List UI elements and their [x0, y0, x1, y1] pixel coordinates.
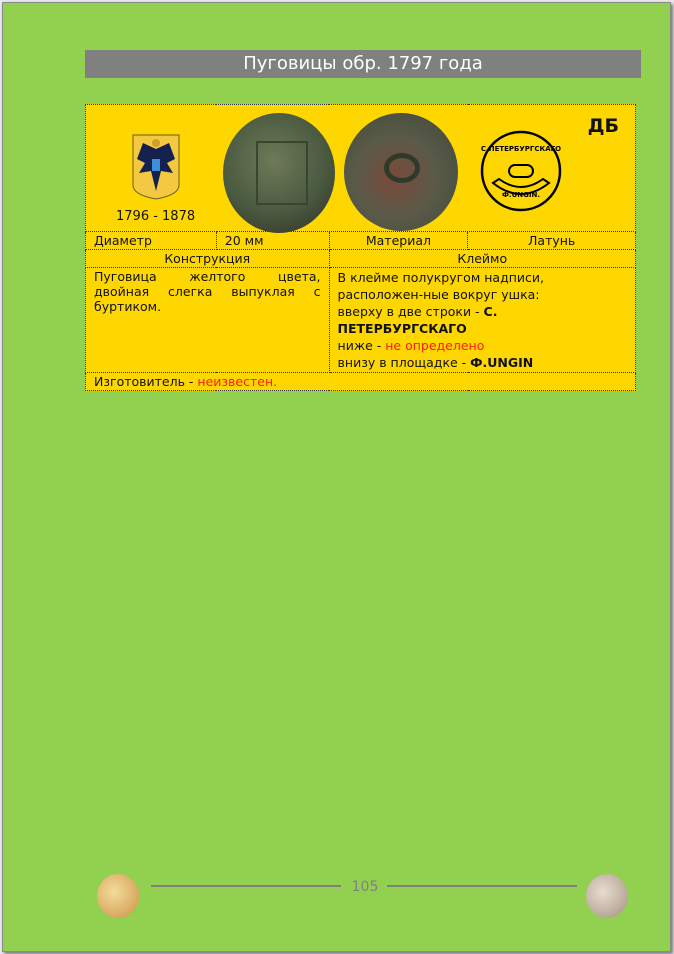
button-info-card [85, 104, 636, 391]
years-label: 1796 - 1878 [116, 209, 196, 224]
mark-line-3-value: не определено [385, 338, 485, 353]
maker-stamp-drawing [479, 129, 563, 213]
catalog-code: ДБ [587, 115, 619, 137]
construction-label: Конструкция [86, 250, 330, 268]
mark-line-1: В клейме полукругом надписи, расположен-ные вокруг ушка: [337, 270, 544, 302]
page [2, 2, 671, 952]
footer-divider-right [387, 885, 577, 887]
mark-label: Клеймо [329, 250, 635, 268]
mark-line-2-value: С. ПЕТЕРБУРГСКАГО [337, 304, 498, 336]
maker-value: неизвестен. [197, 374, 278, 389]
coat-of-arms-icon [131, 133, 181, 201]
mark-line-4-prefix: внизу в площадке - [337, 355, 471, 370]
mark-line-4-value: Ф.UNGIN [470, 355, 534, 370]
mark-line-2-prefix: вверху в две строки - [337, 304, 484, 319]
footer-divider-left [151, 885, 341, 887]
page-title: Пуговицы обр. 1797 года [85, 50, 641, 78]
svg-text:Ф.UNGIN.: Ф.UNGIN. [501, 191, 541, 199]
maker-row [86, 373, 636, 391]
material-label: Материал [329, 232, 468, 250]
diameter-label: Диаметр [86, 232, 217, 250]
mark-description [329, 268, 635, 373]
maker-prefix: Изготовитель - [94, 374, 198, 389]
diameter-value: 20 мм [216, 232, 329, 250]
button-back-image [344, 113, 458, 231]
material-value: Латунь [468, 232, 636, 250]
images-row [86, 105, 636, 232]
page-number: 105 [351, 879, 379, 895]
button-front-image [223, 113, 335, 233]
footer-button-right-image [586, 874, 628, 918]
svg-text:С.ПЕТЕРБУРГСКАГО: С.ПЕТЕРБУРГСКАГО [480, 145, 562, 153]
construction-text: Пуговица желтого цвета, двойная слегка выпуклая с буртиком. [86, 268, 330, 373]
footer-button-left-image [97, 874, 139, 918]
mark-line-3-prefix: ниже - [337, 338, 386, 353]
